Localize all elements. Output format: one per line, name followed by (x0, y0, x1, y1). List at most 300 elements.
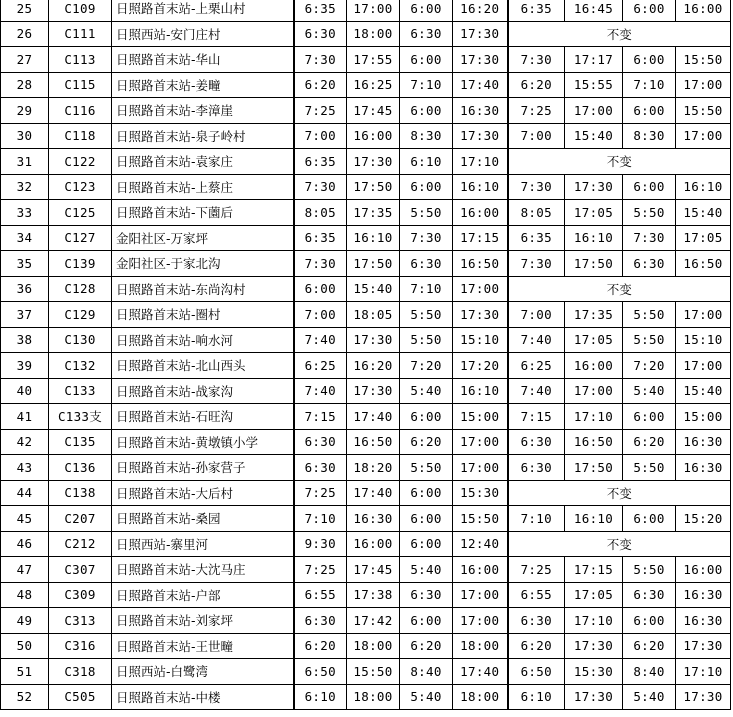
time-cell: 16:10 (453, 378, 508, 404)
table-row (1, 174, 731, 200)
route-name: 日照路首末站-下薗后 (112, 200, 294, 226)
time-cell: 16:50 (453, 251, 508, 277)
time-cell: 6:00 (400, 47, 453, 73)
time-cell: 6:00 (294, 276, 347, 302)
time-cell: 6:00 (400, 531, 453, 557)
table-row (1, 200, 731, 226)
time-cell: 17:00 (453, 582, 508, 608)
time-cell: 6:30 (294, 608, 347, 634)
time-cell: 6:00 (623, 174, 676, 200)
time-cell: 17:17 (565, 47, 623, 73)
time-cell: 17:10 (453, 149, 508, 175)
row-number: 42 (1, 429, 49, 455)
time-cell: 7:25 (294, 557, 347, 583)
time-cell: 15:40 (676, 200, 731, 226)
time-cell: 7:40 (508, 378, 565, 404)
route-code: C116 (49, 98, 112, 124)
time-cell: 15:10 (453, 327, 508, 353)
time-cell: 15:50 (453, 506, 508, 532)
time-cell: 17:30 (565, 174, 623, 200)
table-row (1, 557, 731, 583)
time-cell: 16:00 (565, 353, 623, 379)
time-cell: 5:40 (400, 378, 453, 404)
time-cell: 15:50 (347, 659, 400, 685)
row-number: 32 (1, 174, 49, 200)
time-cell: 6:00 (623, 98, 676, 124)
time-cell: 7:30 (623, 225, 676, 251)
no-change-cell: 不变 (508, 276, 731, 302)
time-cell: 6:20 (294, 633, 347, 659)
route-code: C123 (49, 174, 112, 200)
route-code: C127 (49, 225, 112, 251)
time-cell: 17:10 (565, 404, 623, 430)
time-cell: 6:30 (400, 21, 453, 47)
table-row (1, 480, 731, 506)
time-cell: 16:10 (453, 174, 508, 200)
route-code: C128 (49, 276, 112, 302)
table-row (1, 404, 731, 430)
route-name: 日照西站-寨里河 (112, 531, 294, 557)
row-number: 43 (1, 455, 49, 481)
time-cell: 5:50 (400, 302, 453, 328)
time-cell: 6:20 (400, 633, 453, 659)
time-cell: 17:35 (347, 200, 400, 226)
route-name: 日照路首末站-黄墩镇小学 (112, 429, 294, 455)
time-cell: 17:00 (565, 378, 623, 404)
table-row (1, 251, 731, 277)
table-row (1, 149, 731, 175)
time-cell: 17:30 (347, 327, 400, 353)
time-cell: 16:45 (565, 0, 623, 21)
no-change-cell: 不变 (508, 531, 731, 557)
time-cell: 15:50 (676, 98, 731, 124)
route-name: 日照路首末站-大沈马庄 (112, 557, 294, 583)
route-code: C136 (49, 455, 112, 481)
time-cell: 7:10 (623, 72, 676, 98)
time-cell: 7:20 (400, 353, 453, 379)
time-cell: 6:30 (508, 429, 565, 455)
route-name: 金阳社区-万家坪 (112, 225, 294, 251)
time-cell: 15:00 (676, 404, 731, 430)
time-cell: 5:50 (623, 302, 676, 328)
time-cell: 6:00 (400, 98, 453, 124)
row-number: 36 (1, 276, 49, 302)
time-cell: 16:30 (676, 455, 731, 481)
time-cell: 18:00 (347, 633, 400, 659)
time-cell: 6:55 (294, 582, 347, 608)
route-code: C125 (49, 200, 112, 226)
time-cell: 18:00 (453, 633, 508, 659)
time-cell: 8:30 (400, 123, 453, 149)
time-cell: 17:45 (347, 98, 400, 124)
time-cell: 17:40 (347, 480, 400, 506)
row-number: 29 (1, 98, 49, 124)
time-cell: 7:25 (294, 98, 347, 124)
route-name: 日照路首末站-北山西头 (112, 353, 294, 379)
time-cell: 17:00 (676, 123, 731, 149)
table-row (1, 429, 731, 455)
time-cell: 6:55 (508, 582, 565, 608)
row-number: 30 (1, 123, 49, 149)
route-name: 日照路首末站-大后村 (112, 480, 294, 506)
time-cell: 5:50 (400, 200, 453, 226)
row-number: 27 (1, 47, 49, 73)
time-cell: 16:00 (676, 557, 731, 583)
time-cell: 6:50 (508, 659, 565, 685)
table-row (1, 659, 731, 685)
time-cell: 16:00 (347, 123, 400, 149)
time-cell: 6:35 (508, 225, 565, 251)
time-cell: 6:30 (623, 582, 676, 608)
table-row (1, 302, 731, 328)
time-cell: 17:42 (347, 608, 400, 634)
time-cell: 7:25 (294, 480, 347, 506)
table-row (1, 98, 731, 124)
time-cell: 16:20 (347, 353, 400, 379)
time-cell: 17:50 (347, 174, 400, 200)
time-cell: 17:55 (347, 47, 400, 73)
row-number: 49 (1, 608, 49, 634)
time-cell: 17:20 (453, 353, 508, 379)
time-cell: 7:00 (508, 123, 565, 149)
route-code: C212 (49, 531, 112, 557)
time-cell: 16:30 (676, 608, 731, 634)
time-cell: 17:38 (347, 582, 400, 608)
row-number: 40 (1, 378, 49, 404)
route-name: 日照路首末站-华山 (112, 47, 294, 73)
row-number: 44 (1, 480, 49, 506)
no-change-cell: 不变 (508, 149, 731, 175)
time-cell: 6:10 (400, 149, 453, 175)
row-number: 33 (1, 200, 49, 226)
no-change-cell: 不变 (508, 21, 731, 47)
route-code: C118 (49, 123, 112, 149)
time-cell: 5:50 (623, 455, 676, 481)
time-cell: 17:30 (347, 149, 400, 175)
route-name: 日照路首末站-圈村 (112, 302, 294, 328)
row-number: 28 (1, 72, 49, 98)
table-row (1, 608, 731, 634)
time-cell: 6:30 (294, 429, 347, 455)
time-cell: 6:30 (508, 608, 565, 634)
time-cell: 6:00 (400, 404, 453, 430)
route-name: 日照路首末站-中楼 (112, 684, 294, 710)
time-cell: 17:00 (676, 353, 731, 379)
table-row (1, 123, 731, 149)
table-row (1, 21, 731, 47)
route-code: C207 (49, 506, 112, 532)
route-code: C132 (49, 353, 112, 379)
time-cell: 15:30 (565, 659, 623, 685)
time-cell: 6:50 (294, 659, 347, 685)
route-code: C138 (49, 480, 112, 506)
time-cell: 17:00 (453, 276, 508, 302)
time-cell: 5:50 (623, 200, 676, 226)
route-code: C111 (49, 21, 112, 47)
time-cell: 6:00 (400, 506, 453, 532)
time-cell: 7:10 (400, 276, 453, 302)
time-cell: 7:40 (294, 327, 347, 353)
time-cell: 18:20 (347, 455, 400, 481)
table-row (1, 72, 731, 98)
table-row (1, 327, 731, 353)
time-cell: 6:25 (508, 353, 565, 379)
route-name: 日照路首末站-战家沟 (112, 378, 294, 404)
route-code: C115 (49, 72, 112, 98)
time-cell: 17:30 (347, 378, 400, 404)
time-cell: 6:20 (508, 633, 565, 659)
time-cell: 16:10 (565, 225, 623, 251)
row-number: 45 (1, 506, 49, 532)
route-name: 金阳社区-于家北沟 (112, 251, 294, 277)
route-code: C139 (49, 251, 112, 277)
row-number: 34 (1, 225, 49, 251)
time-cell: 7:30 (400, 225, 453, 251)
time-cell: 17:30 (453, 47, 508, 73)
time-cell: 17:40 (453, 72, 508, 98)
time-cell: 17:05 (565, 582, 623, 608)
time-cell: 7:30 (294, 174, 347, 200)
row-number: 47 (1, 557, 49, 583)
time-cell: 5:50 (400, 455, 453, 481)
table-row (1, 582, 731, 608)
time-cell: 6:00 (623, 0, 676, 21)
time-cell: 6:20 (508, 72, 565, 98)
time-cell: 6:30 (623, 251, 676, 277)
route-name: 日照路首末站-响水河 (112, 327, 294, 353)
route-name: 日照路首末站-孙家营子 (112, 455, 294, 481)
time-cell: 8:30 (623, 123, 676, 149)
time-cell: 6:20 (623, 633, 676, 659)
time-cell: 6:00 (623, 506, 676, 532)
row-number: 35 (1, 251, 49, 277)
time-cell: 6:30 (508, 455, 565, 481)
time-cell: 12:40 (453, 531, 508, 557)
route-code: C130 (49, 327, 112, 353)
time-cell: 6:25 (294, 353, 347, 379)
time-cell: 6:00 (400, 174, 453, 200)
time-cell: 6:20 (294, 72, 347, 98)
time-cell: 16:00 (453, 200, 508, 226)
time-cell: 17:00 (453, 455, 508, 481)
time-cell: 6:00 (400, 608, 453, 634)
time-cell: 7:30 (508, 174, 565, 200)
time-cell: 16:50 (565, 429, 623, 455)
route-name: 日照路首末站-姜疃 (112, 72, 294, 98)
route-code: C307 (49, 557, 112, 583)
time-cell: 7:00 (294, 302, 347, 328)
time-cell: 6:00 (623, 404, 676, 430)
time-cell: 6:30 (294, 455, 347, 481)
time-cell: 16:30 (347, 506, 400, 532)
route-name: 日照路首末站-桑园 (112, 506, 294, 532)
table-row (1, 276, 731, 302)
time-cell: 17:05 (676, 225, 731, 251)
time-cell: 17:50 (347, 251, 400, 277)
time-cell: 15:55 (565, 72, 623, 98)
time-cell: 9:30 (294, 531, 347, 557)
table-row (1, 353, 731, 379)
time-cell: 17:00 (676, 72, 731, 98)
time-cell: 6:35 (294, 225, 347, 251)
no-change-cell: 不变 (508, 480, 731, 506)
time-cell: 18:00 (347, 684, 400, 710)
route-name: 日照路首末站-上栗山村 (112, 0, 294, 21)
time-cell: 6:10 (294, 684, 347, 710)
time-cell: 15:40 (676, 378, 731, 404)
route-code: C318 (49, 659, 112, 685)
time-cell: 17:50 (565, 455, 623, 481)
time-cell: 5:50 (623, 327, 676, 353)
time-cell: 16:30 (453, 98, 508, 124)
table-row (1, 506, 731, 532)
time-cell: 6:00 (400, 0, 453, 21)
time-cell: 18:00 (453, 684, 508, 710)
time-cell: 6:00 (400, 480, 453, 506)
route-name: 日照路首末站-泉子岭村 (112, 123, 294, 149)
route-code: C135 (49, 429, 112, 455)
time-cell: 17:50 (565, 251, 623, 277)
time-cell: 17:30 (676, 633, 731, 659)
time-cell: 8:40 (400, 659, 453, 685)
time-cell: 17:30 (453, 302, 508, 328)
time-cell: 17:05 (565, 327, 623, 353)
time-cell: 16:10 (676, 174, 731, 200)
time-cell: 6:30 (294, 21, 347, 47)
row-number: 41 (1, 404, 49, 430)
time-cell: 6:30 (400, 582, 453, 608)
table-row (1, 455, 731, 481)
time-cell: 16:10 (565, 506, 623, 532)
time-cell: 5:40 (400, 557, 453, 583)
row-number: 25 (1, 0, 49, 21)
time-cell: 6:20 (400, 429, 453, 455)
route-code: C113 (49, 47, 112, 73)
time-cell: 17:40 (347, 404, 400, 430)
row-number: 26 (1, 21, 49, 47)
time-cell: 17:15 (565, 557, 623, 583)
time-cell: 16:20 (453, 0, 508, 21)
time-cell: 7:20 (623, 353, 676, 379)
time-cell: 17:00 (676, 302, 731, 328)
time-cell: 17:30 (565, 633, 623, 659)
time-cell: 6:35 (294, 149, 347, 175)
row-number: 38 (1, 327, 49, 353)
route-name: 日照西站-安门庄村 (112, 21, 294, 47)
route-code: C129 (49, 302, 112, 328)
time-cell: 7:30 (508, 47, 565, 73)
time-cell: 17:00 (565, 98, 623, 124)
time-cell: 15:10 (676, 327, 731, 353)
row-number: 50 (1, 633, 49, 659)
time-cell: 16:00 (453, 557, 508, 583)
time-cell: 7:30 (294, 47, 347, 73)
time-cell: 17:30 (565, 684, 623, 710)
row-number: 52 (1, 684, 49, 710)
time-cell: 7:10 (294, 506, 347, 532)
route-code: C133 (49, 378, 112, 404)
time-cell: 17:30 (676, 684, 731, 710)
time-cell: 17:05 (565, 200, 623, 226)
time-cell: 6:10 (508, 684, 565, 710)
time-cell: 16:50 (347, 429, 400, 455)
table-row (1, 225, 731, 251)
route-code: C133支 (49, 404, 112, 430)
time-cell: 7:25 (508, 557, 565, 583)
route-name: 日照路首末站-李漳崖 (112, 98, 294, 124)
table-row (1, 684, 731, 710)
route-code: C313 (49, 608, 112, 634)
time-cell: 17:30 (453, 123, 508, 149)
time-cell: 16:00 (347, 531, 400, 557)
time-cell: 16:00 (676, 0, 731, 21)
time-cell: 7:15 (508, 404, 565, 430)
route-name: 日照路首末站-东尚沟村 (112, 276, 294, 302)
time-cell: 7:10 (508, 506, 565, 532)
row-number: 51 (1, 659, 49, 685)
time-cell: 17:00 (347, 0, 400, 21)
time-cell: 7:40 (294, 378, 347, 404)
time-cell: 5:50 (400, 327, 453, 353)
time-cell: 5:40 (400, 684, 453, 710)
time-cell: 15:00 (453, 404, 508, 430)
time-cell: 16:50 (676, 251, 731, 277)
time-cell: 8:05 (294, 200, 347, 226)
table-row (1, 0, 731, 21)
table-row (1, 531, 731, 557)
time-cell: 15:30 (453, 480, 508, 506)
time-cell: 16:30 (676, 429, 731, 455)
time-cell: 6:00 (623, 608, 676, 634)
time-cell: 15:40 (565, 123, 623, 149)
route-code: C316 (49, 633, 112, 659)
table-row (1, 378, 731, 404)
time-cell: 7:40 (508, 327, 565, 353)
time-cell: 18:05 (347, 302, 400, 328)
time-cell: 16:25 (347, 72, 400, 98)
time-cell: 8:40 (623, 659, 676, 685)
time-cell: 6:30 (400, 251, 453, 277)
time-cell: 16:30 (676, 582, 731, 608)
route-name: 日照路首末站-户部 (112, 582, 294, 608)
time-cell: 18:00 (347, 21, 400, 47)
time-cell: 6:35 (508, 0, 565, 21)
time-cell: 5:50 (623, 557, 676, 583)
time-cell: 17:30 (453, 21, 508, 47)
row-number: 37 (1, 302, 49, 328)
time-cell: 8:05 (508, 200, 565, 226)
route-code: C309 (49, 582, 112, 608)
time-cell: 7:10 (400, 72, 453, 98)
time-cell: 15:40 (347, 276, 400, 302)
time-cell: 6:35 (294, 0, 347, 21)
schedule-rows (1, 0, 731, 710)
time-cell: 16:10 (347, 225, 400, 251)
time-cell: 6:00 (623, 47, 676, 73)
table-row (1, 47, 731, 73)
route-name: 日照路首末站-袁家庄 (112, 149, 294, 175)
route-code: C109 (49, 0, 112, 21)
time-cell: 17:10 (676, 659, 731, 685)
time-cell: 15:20 (676, 506, 731, 532)
row-number: 48 (1, 582, 49, 608)
time-cell: 7:15 (294, 404, 347, 430)
time-cell: 7:25 (508, 98, 565, 124)
time-cell: 6:20 (623, 429, 676, 455)
route-name: 日照路首末站-上蔡庄 (112, 174, 294, 200)
route-code: C122 (49, 149, 112, 175)
row-number: 39 (1, 353, 49, 379)
